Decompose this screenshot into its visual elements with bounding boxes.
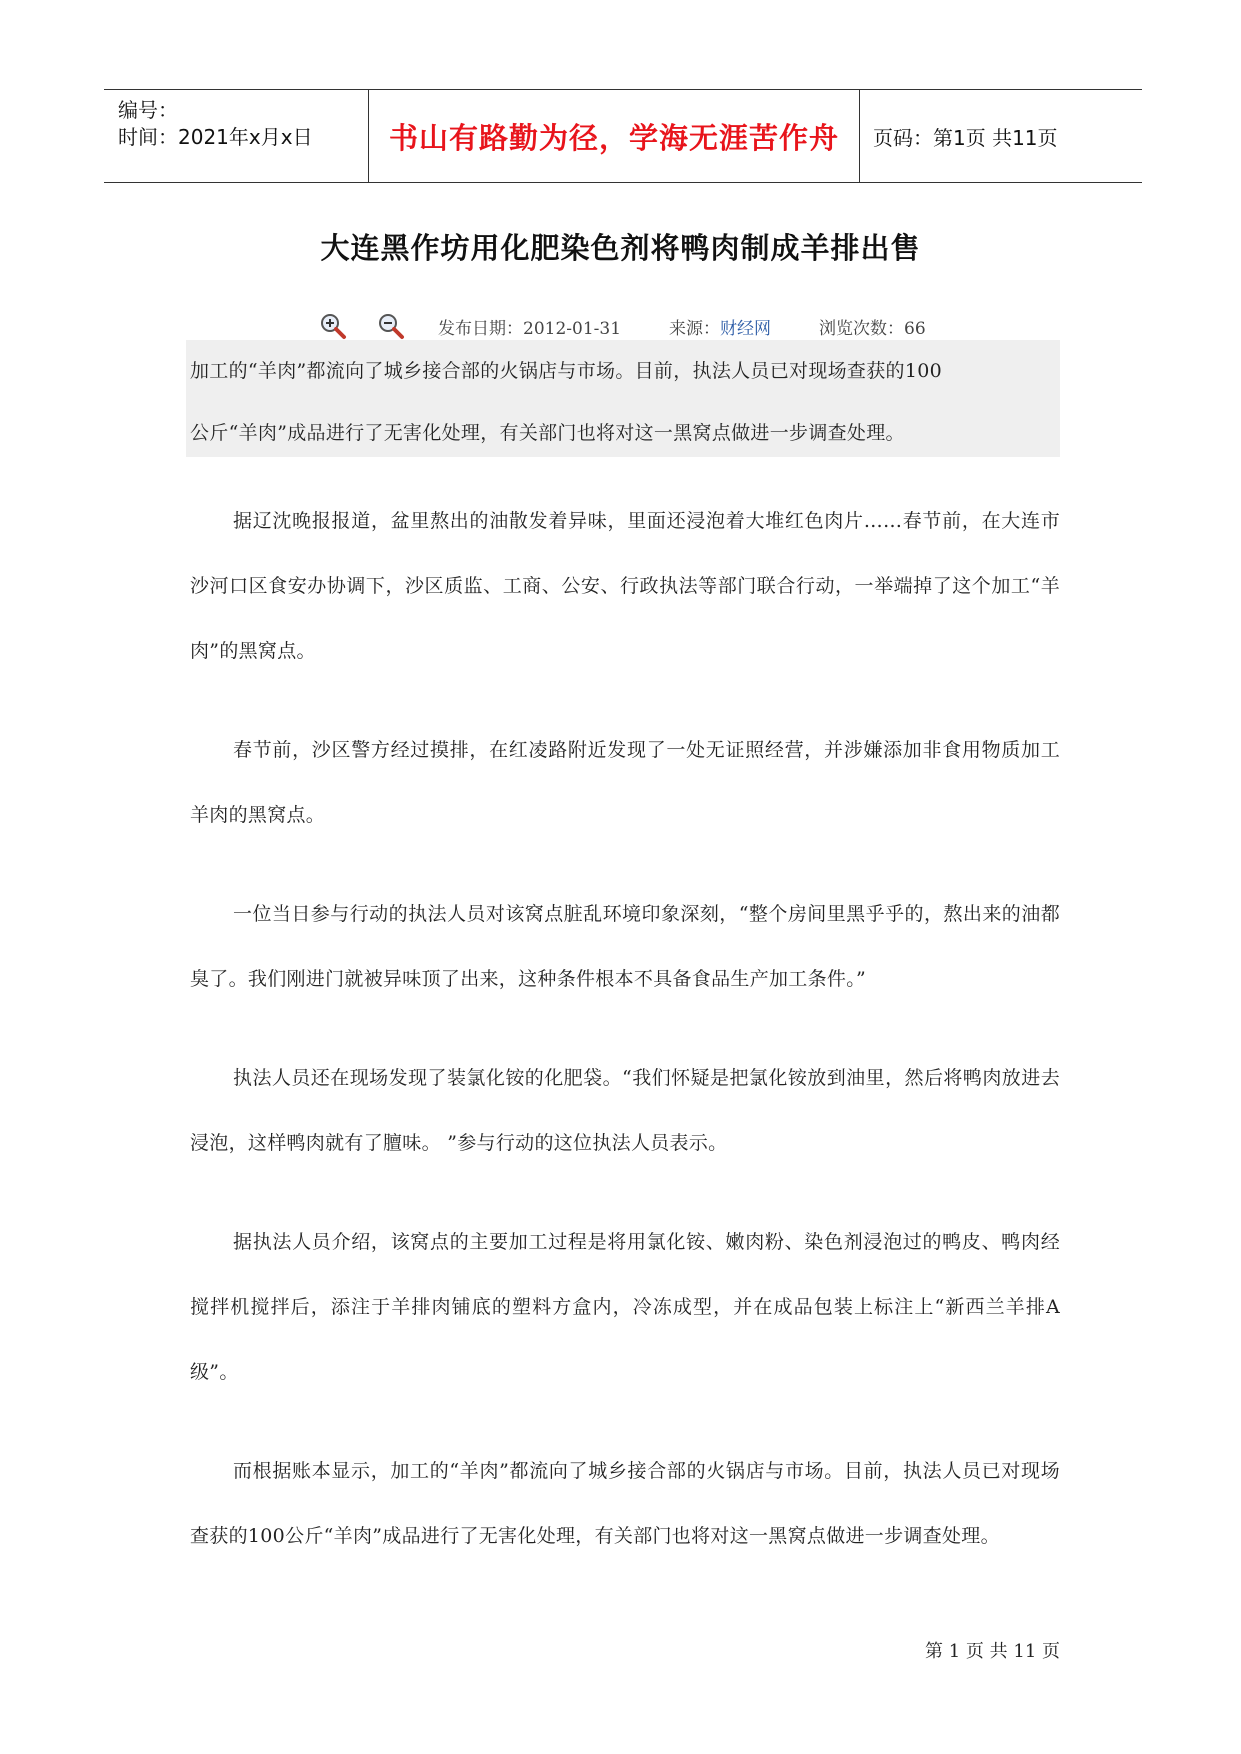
paragraph: 春节前，沙区警方经过摸排，在红凌路附近发现了一处无证照经营，并涉嫌添加非食用物质加工羊肉的黑窝点。 (190, 739, 1060, 826)
document-header (104, 89, 1142, 183)
zoom-out-icon[interactable] (376, 311, 406, 341)
header-motto: 书山有路勤为径，学海无涯苦作舟 (369, 90, 860, 182)
article-title: 大连黑作坊用化肥染色剂将鸭肉制成羊排出售 (320, 231, 921, 265)
paragraph: 而根据账本显示，加工的“羊肉”都流向了城乡接合部的火锅店与市场。目前，执法人员已对现场查获的100公斤“羊肉”成品进行了无害化处理，有关部门也将对这一黑窝点做进一步调查处理。 (190, 1460, 1060, 1547)
zoom-in-icon[interactable] (318, 311, 348, 341)
source (669, 314, 771, 339)
source-label: 来源： (669, 318, 721, 339)
article-summary (186, 340, 1060, 457)
time-label: 时间：2021年x月x日 (118, 125, 313, 149)
article-body (190, 489, 1060, 1603)
header-info-cell (104, 90, 369, 182)
header-page-label: 页码：第1页 共11页 (873, 125, 1058, 150)
number-label: 编号： (118, 98, 178, 122)
summary-line: 加工的“羊肉”都流向了城乡接合部的火锅店与市场。目前，执法人员已对现场查获的100 (190, 360, 942, 382)
publish-date: 发布日期：2012-01-31 (438, 318, 622, 339)
source-link[interactable]: 财经网 (720, 318, 772, 339)
paragraph: 执法人员还在现场发现了装氯化铵的化肥袋。“我们怀疑是把氯化铵放到油里，然后将鸭肉放进去浸泡，这样鸭肉就有了膻味。 ”参与行动的这位执法人员表示。 (190, 1067, 1060, 1154)
view-count: 浏览次数：66 (819, 318, 926, 339)
paragraph: 据辽沈晚报报道，盆里熬出的油散发着异味，里面还浸泡着大堆红色肉片……春节前，在大连市沙河口区食安办协调下，沙区质监、工商、公安、行政执法等部门联合行动，一举端掉了这个加工“羊肉”的黑窝点。 (190, 510, 1060, 662)
page-footer: 第 1 页 共 11 页 (925, 1641, 1060, 1662)
paragraph: 据执法人员介绍，该窝点的主要加工过程是将用氯化铵、嫩肉粉、染色剂浸泡过的鸭皮、鸭肉经搅拌机搅拌后，添注于羊排肉铺底的塑料方盒内，冷冻成型，并在成品包装上标注上“新西兰羊排A级”。 (190, 1231, 1060, 1383)
summary-line: 公斤“羊肉”成品进行了无害化处理，有关部门也将对这一黑窝点做进一步调查处理。 (190, 422, 905, 444)
paragraph: 一位当日参与行动的执法人员对该窝点脏乱环境印象深刻，“整个房间里黑乎乎的，熬出来的油都臭了。我们刚进门就被异味顶了出来，这种条件根本不具备食品生产加工条件。” (190, 903, 1060, 990)
